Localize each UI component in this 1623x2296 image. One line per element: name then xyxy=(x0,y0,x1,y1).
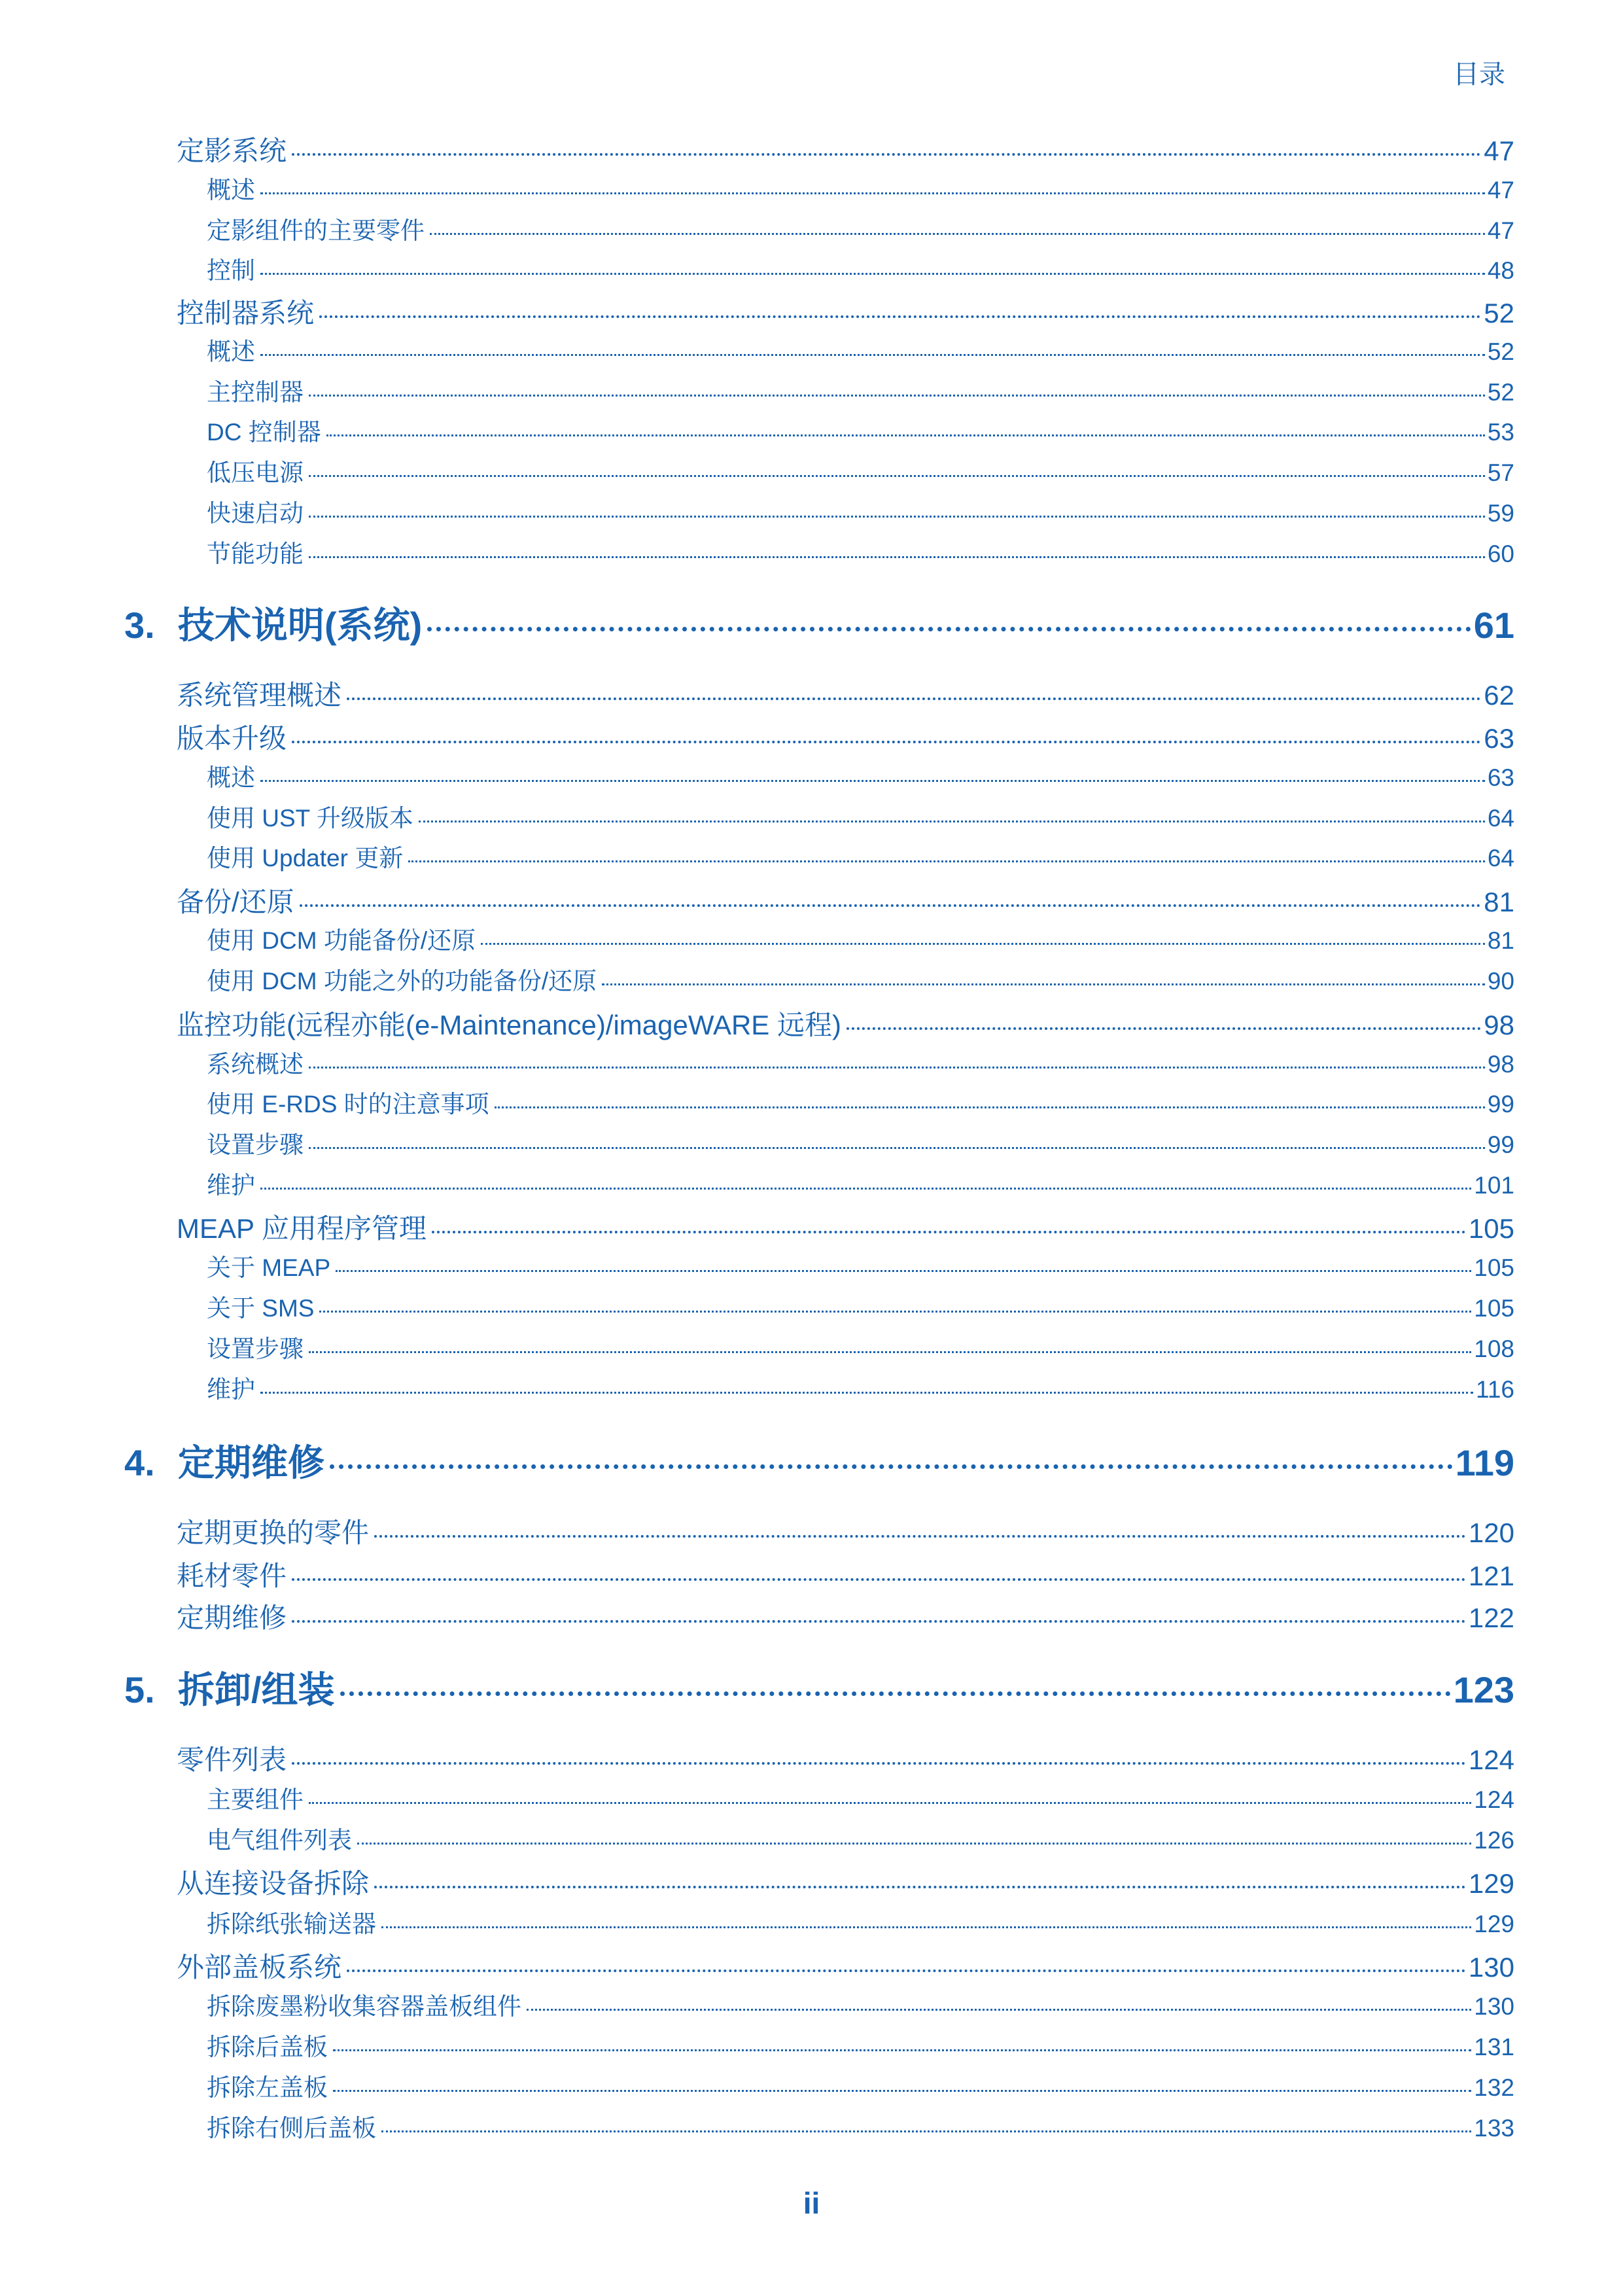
toc-page-number: 132 xyxy=(1474,2074,1514,2101)
toc-subsection-entry[interactable] xyxy=(207,1084,1514,1120)
dot-leader xyxy=(260,354,1485,356)
toc-subsection-entry[interactable] xyxy=(207,1044,1514,1080)
toc-entry-title: 快速启动 xyxy=(207,500,304,527)
toc-entry-title: 使用 UST 升级版本 xyxy=(207,805,413,832)
dot-leader xyxy=(292,153,1481,156)
toc-section-entry[interactable] xyxy=(177,1946,1514,1985)
toc-entry-title: 设置步骤 xyxy=(207,1131,304,1158)
toc-page-number: 81 xyxy=(1484,887,1514,917)
toc-subsection-entry[interactable] xyxy=(207,1820,1514,1856)
toc-entry-title: 备份/还原 xyxy=(177,887,294,917)
toc-subsection-entry[interactable] xyxy=(207,961,1514,997)
dot-leader xyxy=(260,1392,1473,1394)
toc-entry-title: 拆除后盖板 xyxy=(207,2034,328,2060)
toc-subsection-entry[interactable] xyxy=(207,1780,1514,1815)
toc-subsection-entry[interactable] xyxy=(207,2108,1514,2144)
toc-entry-title: 耗材零件 xyxy=(177,1561,287,1591)
toc-section-entry[interactable] xyxy=(177,1862,1514,1901)
toc-entry-title: 概述 xyxy=(207,764,255,791)
dot-leader xyxy=(309,475,1485,477)
toc-entry-title: 关于 SMS xyxy=(207,1295,315,1322)
toc-subsection-entry[interactable] xyxy=(207,1125,1514,1160)
toc-subsection-entry[interactable] xyxy=(207,453,1514,488)
toc-entry-title: 定影系统 xyxy=(177,135,287,166)
dot-leader xyxy=(292,1762,1466,1765)
toc-page-number: 122 xyxy=(1468,1602,1514,1633)
toc-page-number: 101 xyxy=(1474,1172,1514,1199)
dot-leader xyxy=(381,1926,1471,1928)
toc-entry-title: 控制 xyxy=(207,257,255,284)
dot-leader xyxy=(432,1231,1466,1233)
toc-subsection-entry[interactable] xyxy=(207,534,1514,569)
dot-leader xyxy=(330,1464,1453,1469)
toc-entry-title: 控制器系统 xyxy=(177,298,315,328)
toc-entry-title: DC 控制器 xyxy=(207,419,321,446)
toc-entry-title: 拆除纸张输送器 xyxy=(207,1911,376,1937)
toc-entry-title xyxy=(124,1661,338,1714)
dot-leader xyxy=(347,698,1481,700)
toc-page-number: 64 xyxy=(1487,845,1514,872)
toc-entry-title: 从连接设备拆除 xyxy=(177,1868,370,1899)
toc-entry-title: 外部盖板系统 xyxy=(177,1952,342,1983)
toc-page-number: 105 xyxy=(1474,1254,1514,1281)
dot-leader xyxy=(430,233,1485,235)
toc-page-number: 47 xyxy=(1487,217,1514,244)
toc-page-number: 63 xyxy=(1487,764,1514,791)
toc-page-number: 98 xyxy=(1484,1010,1514,1040)
toc-page-number: 124 xyxy=(1468,1744,1514,1775)
dot-leader xyxy=(319,315,1481,318)
toc-subsection-entry[interactable] xyxy=(207,332,1514,367)
toc-page-number: 98 xyxy=(1487,1051,1514,1078)
toc-page-number: 57 xyxy=(1487,459,1514,486)
toc-chapter-entry[interactable] xyxy=(124,1661,1514,1714)
toc-section-entry[interactable] xyxy=(177,292,1514,331)
toc-entry-title: 关于 MEAP xyxy=(207,1254,331,1281)
toc-subsection-entry[interactable] xyxy=(207,1248,1514,1283)
toc-subsection-entry[interactable] xyxy=(207,251,1514,286)
toc-page-number: 120 xyxy=(1468,1517,1514,1548)
dot-leader xyxy=(381,2130,1471,2132)
dot-leader xyxy=(292,1620,1466,1623)
toc-entry-title: 拆除左盖板 xyxy=(207,2074,328,2101)
dot-leader xyxy=(260,1188,1471,1190)
toc-entry-title xyxy=(124,597,425,649)
running-header: 目录 xyxy=(1453,60,1505,89)
dot-leader xyxy=(309,1351,1471,1353)
toc-page-number: 99 xyxy=(1487,1091,1514,1118)
toc-page-number: 52 xyxy=(1487,379,1514,406)
toc-subsection-entry[interactable] xyxy=(207,372,1514,408)
toc-page-number: 62 xyxy=(1484,680,1514,711)
toc-section-entry[interactable] xyxy=(177,130,1514,169)
toc-page-number: 63 xyxy=(1484,723,1514,754)
dot-leader xyxy=(326,434,1485,436)
toc-page-number: 133 xyxy=(1474,2115,1514,2142)
toc-page-number: 105 xyxy=(1468,1213,1514,1244)
chapter-number: 4. xyxy=(124,1442,155,1483)
toc-entry-title: 监控功能(远程亦能(e-Maintenance)/imageWARE 远程) xyxy=(177,1010,841,1040)
chapter-number: 3. xyxy=(124,605,155,646)
toc-entry-title: 定期更换的零件 xyxy=(177,1517,370,1548)
dot-leader xyxy=(309,1067,1485,1069)
dot-leader xyxy=(419,821,1485,822)
toc-entry-title: 低压电源 xyxy=(207,459,304,486)
toc-page-number: 129 xyxy=(1468,1868,1514,1899)
dot-leader xyxy=(260,780,1485,782)
dot-leader xyxy=(260,192,1485,194)
toc-page-number: 52 xyxy=(1487,338,1514,365)
dot-leader xyxy=(309,1802,1471,1804)
toc-page-number: 53 xyxy=(1487,419,1514,446)
toc-page-number: 116 xyxy=(1476,1376,1514,1403)
dot-leader xyxy=(309,1147,1485,1149)
toc-subsection-entry[interactable] xyxy=(207,1165,1514,1201)
toc-page-number: 105 xyxy=(1474,1295,1514,1322)
toc-subsection-entry[interactable] xyxy=(207,758,1514,793)
toc-subsection-entry[interactable] xyxy=(207,2068,1514,2103)
toc-section-entry[interactable] xyxy=(177,1739,1514,1778)
toc-page-number: 131 xyxy=(1474,2034,1514,2060)
toc-entry-title: 零件列表 xyxy=(177,1744,287,1775)
dot-leader xyxy=(347,1969,1466,1972)
toc-page-number: 61 xyxy=(1473,605,1514,646)
toc-entry-title: 系统管理概述 xyxy=(177,680,342,711)
toc-page-number: 129 xyxy=(1474,1911,1514,1937)
dot-leader xyxy=(340,1691,1451,1696)
dot-leader xyxy=(357,1843,1471,1845)
toc-entry-title: 定期维修 xyxy=(177,1602,287,1633)
toc-entry-title: 设置步骤 xyxy=(207,1335,304,1362)
toc-subsection-entry[interactable] xyxy=(207,170,1514,205)
dot-leader xyxy=(846,1027,1481,1030)
dot-leader xyxy=(319,1311,1471,1313)
dot-leader xyxy=(408,860,1485,862)
toc-chapter-entry[interactable] xyxy=(124,1434,1514,1487)
toc-page-number: 130 xyxy=(1474,1993,1514,2020)
chapter-title: 技术说明(系统) xyxy=(178,605,423,646)
toc-entry-title: 使用 Updater 更新 xyxy=(207,845,404,872)
toc-entry-title: 概述 xyxy=(207,338,255,365)
toc-section-entry[interactable] xyxy=(177,881,1514,920)
toc-entry-title: MEAP 应用程序管理 xyxy=(177,1213,427,1244)
toc-subsection-entry[interactable] xyxy=(207,1329,1514,1364)
toc-subsection-entry[interactable] xyxy=(207,493,1514,529)
toc-entry-title: 定影组件的主要零件 xyxy=(207,217,425,244)
toc-subsection-entry[interactable] xyxy=(207,1904,1514,1939)
toc-entry-title: 电气组件列表 xyxy=(207,1827,352,1854)
dot-leader xyxy=(527,2009,1471,2011)
dot-leader xyxy=(481,943,1485,945)
toc-entry-title: 版本升级 xyxy=(177,723,287,754)
toc-page-number: 81 xyxy=(1487,927,1514,954)
toc-entry-title: 系统概述 xyxy=(207,1051,304,1078)
dot-leader xyxy=(300,904,1482,907)
toc-entry-title: 概述 xyxy=(207,177,255,203)
toc-page-number: 90 xyxy=(1487,968,1514,995)
page-number: ii xyxy=(803,2186,820,2220)
dot-leader xyxy=(292,741,1481,743)
toc-page-number: 119 xyxy=(1455,1442,1514,1483)
toc-page-number: 108 xyxy=(1474,1335,1514,1362)
toc-page-number: 123 xyxy=(1453,1669,1514,1710)
dot-leader xyxy=(374,1886,1466,1888)
chapter-title: 拆卸/组装 xyxy=(178,1669,335,1710)
dot-leader xyxy=(333,2049,1471,2051)
toc-subsection-entry[interactable] xyxy=(207,838,1514,874)
chapter-number: 5. xyxy=(124,1669,155,1710)
toc-page-number: 48 xyxy=(1487,257,1514,284)
dot-leader xyxy=(427,627,1471,631)
toc-page-number: 60 xyxy=(1487,540,1514,567)
dot-leader xyxy=(309,516,1485,518)
toc-subsection-entry[interactable] xyxy=(207,211,1514,246)
dot-leader xyxy=(495,1106,1485,1108)
toc-section-entry[interactable] xyxy=(177,717,1514,756)
toc-page-number: 47 xyxy=(1487,177,1514,203)
toc-entry-title: 使用 E-RDS 时的注意事项 xyxy=(207,1091,489,1118)
chapter-title: 定期维修 xyxy=(178,1442,324,1483)
toc-page-number: 99 xyxy=(1487,1131,1514,1158)
toc-page-number: 124 xyxy=(1474,1786,1514,1813)
toc-page-number: 52 xyxy=(1484,298,1514,328)
dot-leader xyxy=(309,395,1485,397)
dot-leader xyxy=(602,983,1485,985)
toc-section-entry[interactable] xyxy=(177,674,1514,713)
toc-subsection-entry[interactable] xyxy=(207,1987,1514,2022)
toc-section-entry[interactable] xyxy=(177,1597,1514,1636)
toc-subsection-entry[interactable] xyxy=(207,1369,1514,1405)
toc-page-number: 130 xyxy=(1468,1952,1514,1983)
dot-leader xyxy=(374,1535,1466,1538)
toc-section-entry[interactable] xyxy=(177,1207,1514,1246)
dot-leader xyxy=(292,1578,1466,1581)
toc-page-number: 59 xyxy=(1487,500,1514,527)
toc-entry-title xyxy=(124,1434,327,1487)
toc-page-number: 126 xyxy=(1474,1827,1514,1854)
toc-entry-title: 使用 DCM 功能之外的功能备份/还原 xyxy=(207,968,597,995)
toc-section-entry[interactable] xyxy=(177,1511,1514,1551)
dot-leader xyxy=(333,2090,1471,2092)
toc-chapter-entry[interactable] xyxy=(124,597,1514,649)
toc-entry-title: 拆除废墨粉收集容器盖板组件 xyxy=(207,1993,521,2020)
toc-subsection-entry[interactable] xyxy=(207,2027,1514,2062)
dot-leader xyxy=(260,273,1485,275)
toc-section-entry[interactable] xyxy=(177,1555,1514,1594)
toc-entry-title: 主要组件 xyxy=(207,1786,304,1813)
toc-subsection-entry[interactable] xyxy=(207,412,1514,448)
toc-page-number: 47 xyxy=(1484,135,1514,166)
dot-leader xyxy=(309,556,1485,558)
toc-page-number: 64 xyxy=(1487,805,1514,832)
toc-section-entry[interactable] xyxy=(177,1004,1514,1043)
toc-entry-title: 节能功能 xyxy=(207,540,304,567)
toc-entry-title: 拆除右侧后盖板 xyxy=(207,2115,376,2142)
toc-subsection-entry[interactable] xyxy=(207,798,1514,834)
toc-entry-title: 主控制器 xyxy=(207,379,304,406)
toc-subsection-entry[interactable] xyxy=(207,1288,1514,1324)
toc-entry-title: 使用 DCM 功能备份/还原 xyxy=(207,927,476,954)
toc-entry-title: 维护 xyxy=(207,1376,255,1403)
dot-leader xyxy=(336,1270,1471,1272)
toc-subsection-entry[interactable] xyxy=(207,921,1514,956)
toc-entry-title: 维护 xyxy=(207,1172,255,1199)
toc-page-number: 121 xyxy=(1468,1561,1514,1591)
